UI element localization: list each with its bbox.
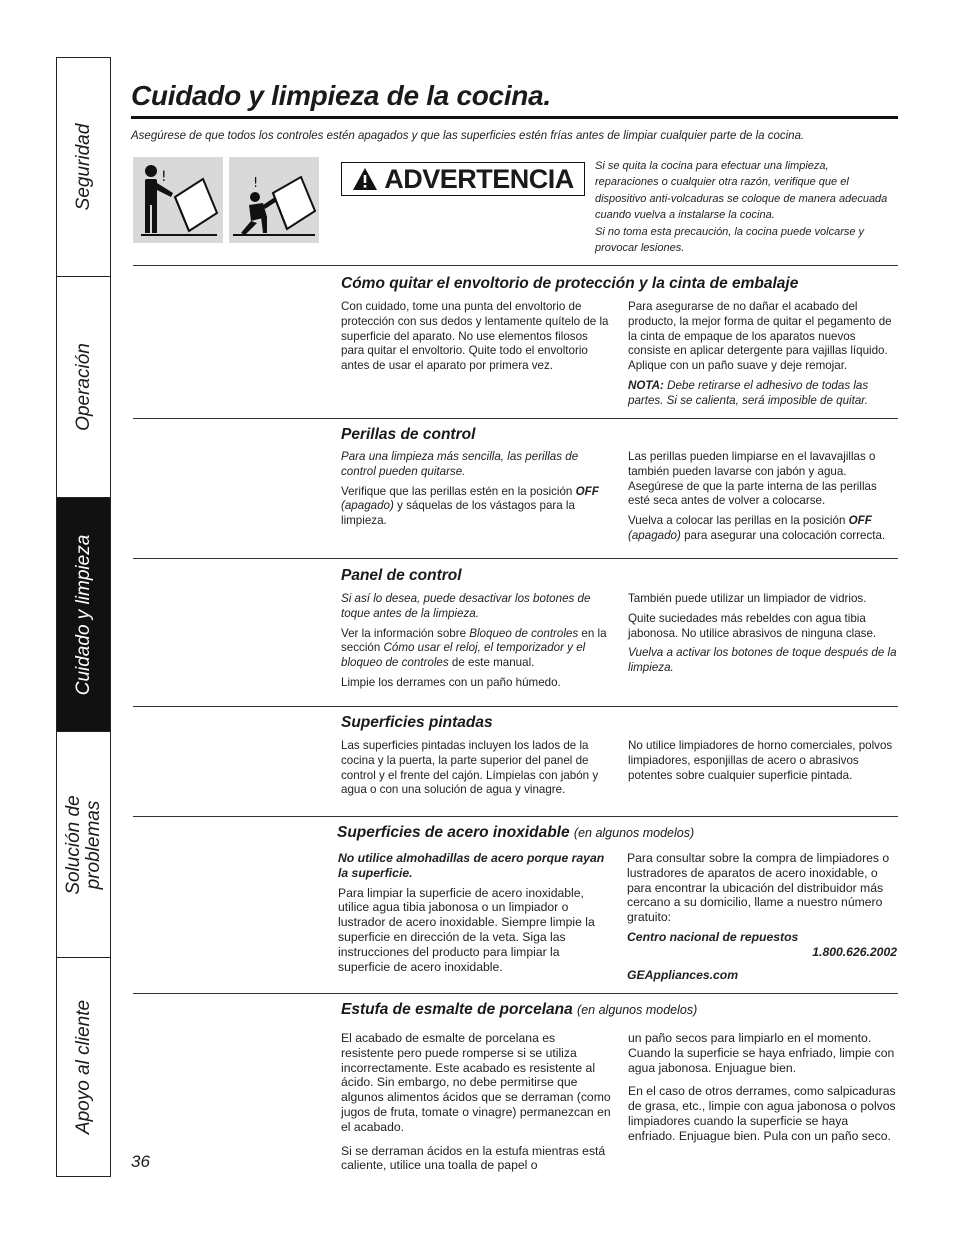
- tab-label: Seguridad: [72, 123, 94, 211]
- note-text: Debe retirarse el adhesivo de todas las partes. Si se calienta, será imposible de quitar.: [628, 378, 869, 407]
- warning-paragraph-1: Si se quita la cocina para efectuar una limpieza, reparaciones o cualquier otra razón, verifique que el dispositivo anti-volcaduras se coloque de manera adecuada cuando vuelva a instalarse la cocina.: [595, 160, 888, 222]
- esmalte-right-text: [628, 1031, 898, 1149]
- acero-right-paragraph: Para consultar sobre la compra de limpiadores o lustradores de aparatos de acero inoxidable, o para encontrar la ubicación del distribuidor más cercano a su domicilio, llame a nuestro número gratuito:: [627, 851, 890, 925]
- perillas-right-paragraph-2: [628, 514, 898, 544]
- title-divider: [131, 116, 898, 119]
- section-tabs: [56, 57, 111, 1177]
- tab-label-line1: Solución de: [62, 794, 84, 895]
- tab-label: Cuidado y limpieza: [72, 534, 94, 695]
- pintadas-left-text: [341, 739, 611, 803]
- tab-solucion-de-problemas[interactable]: [57, 732, 110, 958]
- panel-left-paragraph-3: Limpie los derrames con un paño húmedo.: [341, 675, 561, 689]
- tab-cuidado-y-limpieza[interactable]: [57, 498, 110, 732]
- acero-right-text: [627, 851, 897, 987]
- off-label: OFF: [848, 514, 872, 528]
- esmalte-left-paragraph-2: Si se derraman ácidos en la estufa mientras está caliente, utilice una toalla de papel o: [341, 1143, 606, 1173]
- esmalte-right-paragraph-1: un paño secos para limpiarlo en el momento. Cuando la superficie se haya enfriado, limpie con agua jabonosa. Enjuague bien.: [628, 1031, 895, 1075]
- esmalte-left-text: [341, 1031, 611, 1178]
- section-heading-acero: [337, 824, 694, 842]
- heading-text: Superficies de acero inoxidable: [337, 824, 570, 841]
- warning-word: ADVERTENCIA: [384, 163, 574, 194]
- esmalte-right-paragraph-2: En el caso de otros derrames, como salpicaduras de grasa, etc., limpie con agua jabonosa o polvos limpiadores cuando la superficie se haya enfriado. Enjuague bien. Pula con un paño seco.: [628, 1084, 896, 1143]
- warning-label: [341, 162, 585, 196]
- tip-over-illustration-child: [229, 157, 319, 243]
- envoltorio-note: [628, 379, 898, 409]
- text-run: en la sección: [341, 626, 607, 655]
- off-label: OFF: [575, 484, 599, 498]
- heading-subtitle: (en algunos modelos): [573, 826, 695, 840]
- parts-center-label: Centro nacional de repuestos: [627, 929, 799, 944]
- tab-label: Operación: [72, 343, 94, 431]
- section-divider: [133, 418, 898, 419]
- person-tipping-range-icon: [133, 157, 223, 243]
- panel-right-paragraph-3: Vuelva a activar los botones de toque después de la limpieza.: [628, 646, 897, 675]
- heading-text: Estufa de esmalte de porcelana: [341, 1001, 573, 1018]
- panel-left-text: [341, 592, 611, 696]
- tab-seguridad[interactable]: [57, 58, 110, 277]
- tip-over-illustration-adult: [133, 157, 223, 243]
- warning-triangle-icon: [352, 167, 378, 191]
- pintadas-right-text: [628, 739, 898, 788]
- section-heading-perillas: Perillas de control: [341, 426, 476, 443]
- panel-right-paragraph-2: Quite suciedades más rebeldes con agua tibia jabonosa. No utilice abrasivos de ninguna clase.: [628, 611, 877, 640]
- pintadas-left-paragraph: Las superficies pintadas incluyen los lados de la cocina y la puerta, la parte superior del panel de control y el frente del cajón. Límpielas con jabón y agua o con una solución de agua y vinagre.: [341, 739, 599, 797]
- apagado-label: (apagado): [341, 499, 394, 513]
- warning-paragraph-2: Si no toma esta precaución, la cocina puede volcarse y provocar lesiones.: [595, 225, 865, 255]
- perillas-left-text: [341, 450, 611, 534]
- text-run: Vuelva a colocar las perillas en la posición: [628, 514, 849, 528]
- tab-label: [64, 795, 104, 894]
- esmalte-left-paragraph-1: El acabado de esmalte de porcelana es resistente pero puede romperse si se utiliza incorrectamente. Este acabado es resistente al ácido. Sin embargo, no debe permitirse que algunos alimentos ácidos que se derraman (como jugos de fruta, tomate o vinagre) permanezcan en el acabado.: [341, 1031, 611, 1134]
- tab-operacion[interactable]: [57, 277, 110, 498]
- panel-right-paragraph-1: También puede utilizar un limpiador de vidrios.: [628, 592, 867, 605]
- section-divider: [133, 816, 898, 817]
- text-run: Bloqueo de controles: [469, 626, 579, 640]
- website-link[interactable]: GEAppliances.com: [627, 967, 739, 982]
- envoltorio-right-text: [628, 300, 898, 414]
- envoltorio-left-paragraph: Con cuidado, tome una punta del envoltorio de protección con sus dedos y lentamente quítelo de la superficie del aparato. No use elementos filosos para quitar el envoltorio. Quite todo el envoltorio antes de usar el aparato por primera vez.: [341, 300, 609, 373]
- text-run: Cómo usar el reloj, el temporizador y el bloqueo de controles: [341, 641, 586, 670]
- warning-text: [595, 158, 895, 256]
- section-heading-esmalte: [341, 1001, 697, 1019]
- panel-left-paragraph-2: [341, 627, 611, 671]
- acero-left-text: [338, 851, 608, 979]
- tab-apoyo-al-cliente[interactable]: [57, 958, 110, 1176]
- tab-label-line2: problemas: [82, 800, 104, 889]
- perillas-left-paragraph-2: [341, 485, 611, 529]
- panel-right-text: [628, 592, 898, 681]
- envoltorio-right-paragraph: Para asegurarse de no dañar el acabado del producto, la mejor forma de quitar el pegamento de la cinta de empaque de los aparatos nuevos consiste en aplicar detergente para vajillas líquido. Aplique con un paño suave y deje remojar.: [628, 300, 892, 373]
- acero-warning: No utilice almohadillas de acero porque rayan la superficie.: [338, 851, 605, 880]
- text-run: Ver la información sobre: [341, 626, 470, 640]
- note-label: NOTA:: [628, 378, 664, 392]
- text-run: para asegurar una colocación correcta.: [680, 528, 886, 542]
- page-title: Cuidado y limpieza de la cocina.: [131, 80, 551, 111]
- pintadas-right-paragraph: No utilice limpiadores de horno comerciales, polvos limpiadores, esponjillas de acero o abrasivos potentes sobre cualquier superficie pintada.: [628, 739, 893, 782]
- section-heading-pintadas: Superficies pintadas: [341, 714, 493, 731]
- page-number: 36: [131, 1152, 150, 1171]
- section-heading-envoltorio: Cómo quitar el envoltorio de protección y la cinta de embalaje: [341, 275, 799, 292]
- section-divider: [133, 993, 898, 994]
- section-divider: [133, 265, 898, 266]
- intro-text: Asegúrese de que todos los controles estén apagados y que las superficies estén frías antes de limpiar cualquier parte de la cocina.: [131, 130, 805, 142]
- section-divider: [133, 706, 898, 707]
- perillas-left-paragraph-1: Para una limpieza más sencilla, las perillas de control pueden quitarse.: [341, 450, 579, 478]
- section-heading-panel: Panel de control: [341, 567, 462, 584]
- acero-left-paragraph: Para limpiar la superficie de acero inoxidable, utilice agua tibia jabonosa o un limpiador o lustrador de acero inoxidable. Siempre limpie la superficie en dirección de la veta. Siga las instrucciones del producto para limpiar la superficie de acero inoxidable.: [338, 885, 595, 974]
- text-run: de este manual.: [448, 656, 535, 670]
- parts-phone-number: 1.800.626.2002: [812, 944, 897, 959]
- apagado-label: (apagado): [628, 528, 681, 542]
- panel-left-paragraph-1: Si así lo desea, puede desactivar los botones de toque antes de la limpieza.: [341, 592, 591, 620]
- svg-text:!: !: [253, 176, 259, 191]
- text-run: y sáquelas de los vástagos para la limpieza.: [341, 499, 575, 528]
- svg-text:!: !: [161, 169, 167, 185]
- perillas-right-paragraph-1: Las perillas pueden limpiarse en el lavavajillas o también pueden lavarse con jabón y agua. Asegúrese de que la parte interna de las perillas esté seca antes de volver a colocarse.: [628, 450, 877, 508]
- envoltorio-left-text: [341, 300, 611, 379]
- child-tipping-range-icon: [229, 157, 319, 243]
- section-divider: [133, 558, 898, 559]
- heading-subtitle: (en algunos modelos): [577, 1003, 698, 1017]
- tab-label: Apoyo al cliente: [72, 999, 94, 1135]
- text-run: Verifique que las perillas estén en la posición: [341, 484, 576, 498]
- perillas-right-text: [628, 450, 898, 549]
